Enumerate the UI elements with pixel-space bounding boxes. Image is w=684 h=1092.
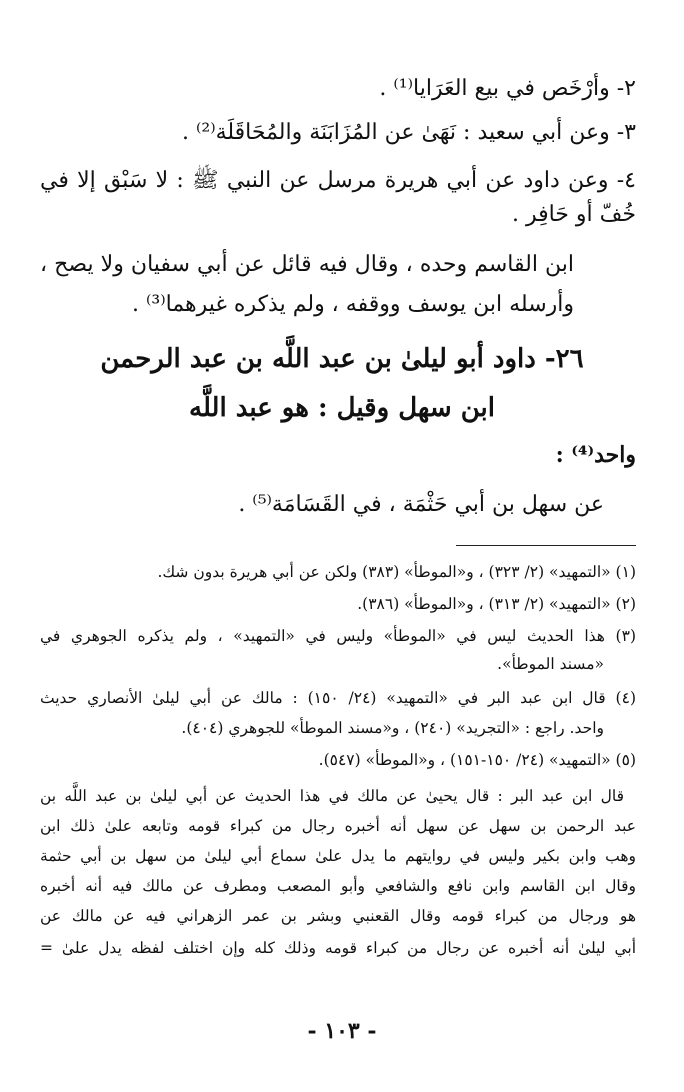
footnote-4: (٤) قال ابن عبد البر في «التمهيد» (٢٤/ ١٥٠) : مالك عن أبي ليلىٰ الأنصاري حديث [40,689,636,707]
footnote-2: (٢) «التمهيد» (٢/ ٣١٣) ، و«الموطأ» (٣٨٦). [357,595,636,613]
page-number: - ١٠٣ - [307,1018,377,1044]
section-title-line-2: ابن سهل وقيل : هو عبد اللَّه [189,393,495,423]
footnote-5-text-line-6: أبي ليلىٰ أنه أخبره عن رجال من كبراء قومه وذلك كله وإن اختلف لفظه يدل علىٰ = [40,939,636,957]
footnote-5-text-line-3: وهب وابن بكير وليس في روايتهم ما يدل علىٰ سماع أبي ليلىٰ من سهل بن أبي حثمة [40,847,636,865]
footnote-3: (٣) هذا الحديث ليس في «الموطأ» وليس في «التمهيد» ، ولم يذكره الجوهري في [40,627,636,645]
hadith-line: عن سهل بن أبي حَثْمَة ، في القَسَامَة⁽⁵⁾ . [238,492,604,517]
entry-3: ٣- وعن أبي سعيد : نَهَىٰ عن المُزَابَنَة والمُحَاقَلَة⁽²⁾ . [181,120,636,145]
footnote-1: (١) «التمهيد» (٢/ ٣٢٣) ، و«الموطأ» (٣٨٣) ولكن عن أبي هريرة بدون شك. [157,563,636,581]
narration-count: واحد⁽⁴⁾ : [555,442,636,468]
entry-4-continuation: خُفّ أو حَافِر . [511,202,636,227]
footnote-5: (٥) «التمهيد» (٢٤/ ١٥٠-١٥١) ، و«الموطأ» (٥٤٧). [318,751,636,769]
footnote-4-continuation: واحد. راجع : «التجريد» (٢٤٠) ، و«مسند الموطأ» للجوهري (٤٠٤). [181,719,604,737]
footnote-3-continuation: «مسند الموطأ». [497,655,604,673]
footnote-separator [456,545,636,546]
footnote-5-text-line-4: وقال ابن القاسم وابن نافع والشافعي وأبو المصعب ومطرف عن مالك فيه أنه أخبره [40,877,636,895]
comment-line-2: وأرسله ابن يوسف ووقفه ، ولم يذكره غيرهما⁽³⁾ . [132,292,574,317]
footnote-5-text-line-1: قال ابن عبد البر : قال يحيىٰ عن مالك في هذا الحديث عن أبي ليلىٰ بن عبد اللَّه بن [40,787,624,805]
comment-line-1: ابن القاسم وحده ، وقال فيه قائل عن أبي سفيان ولا يصح ، [40,252,574,277]
footnote-5-text-line-2: عبد الرحمن بن سهل عن سهل أنه أخبره رجال من كبراء قومه وتابعه علىٰ ذلك ابن [40,817,636,835]
entry-2: ٢- وأرْخَص في بيع العَرَايا⁽¹⁾ . [379,76,636,101]
section-title-line-1: ٢٦- داود أبو ليلىٰ بن عبد اللَّه بن عبد الرحمن [100,344,584,374]
footnote-5-text-line-5: هو ورجال من كبراء قومه وقال القعنبي وبشر بن عمر الزهراني فيه عن مالك عن [40,907,636,925]
entry-4: ٤- وعن داود عن أبي هريرة مرسل عن النبي ﷺ : لا سَبْق إلا في [40,168,636,193]
